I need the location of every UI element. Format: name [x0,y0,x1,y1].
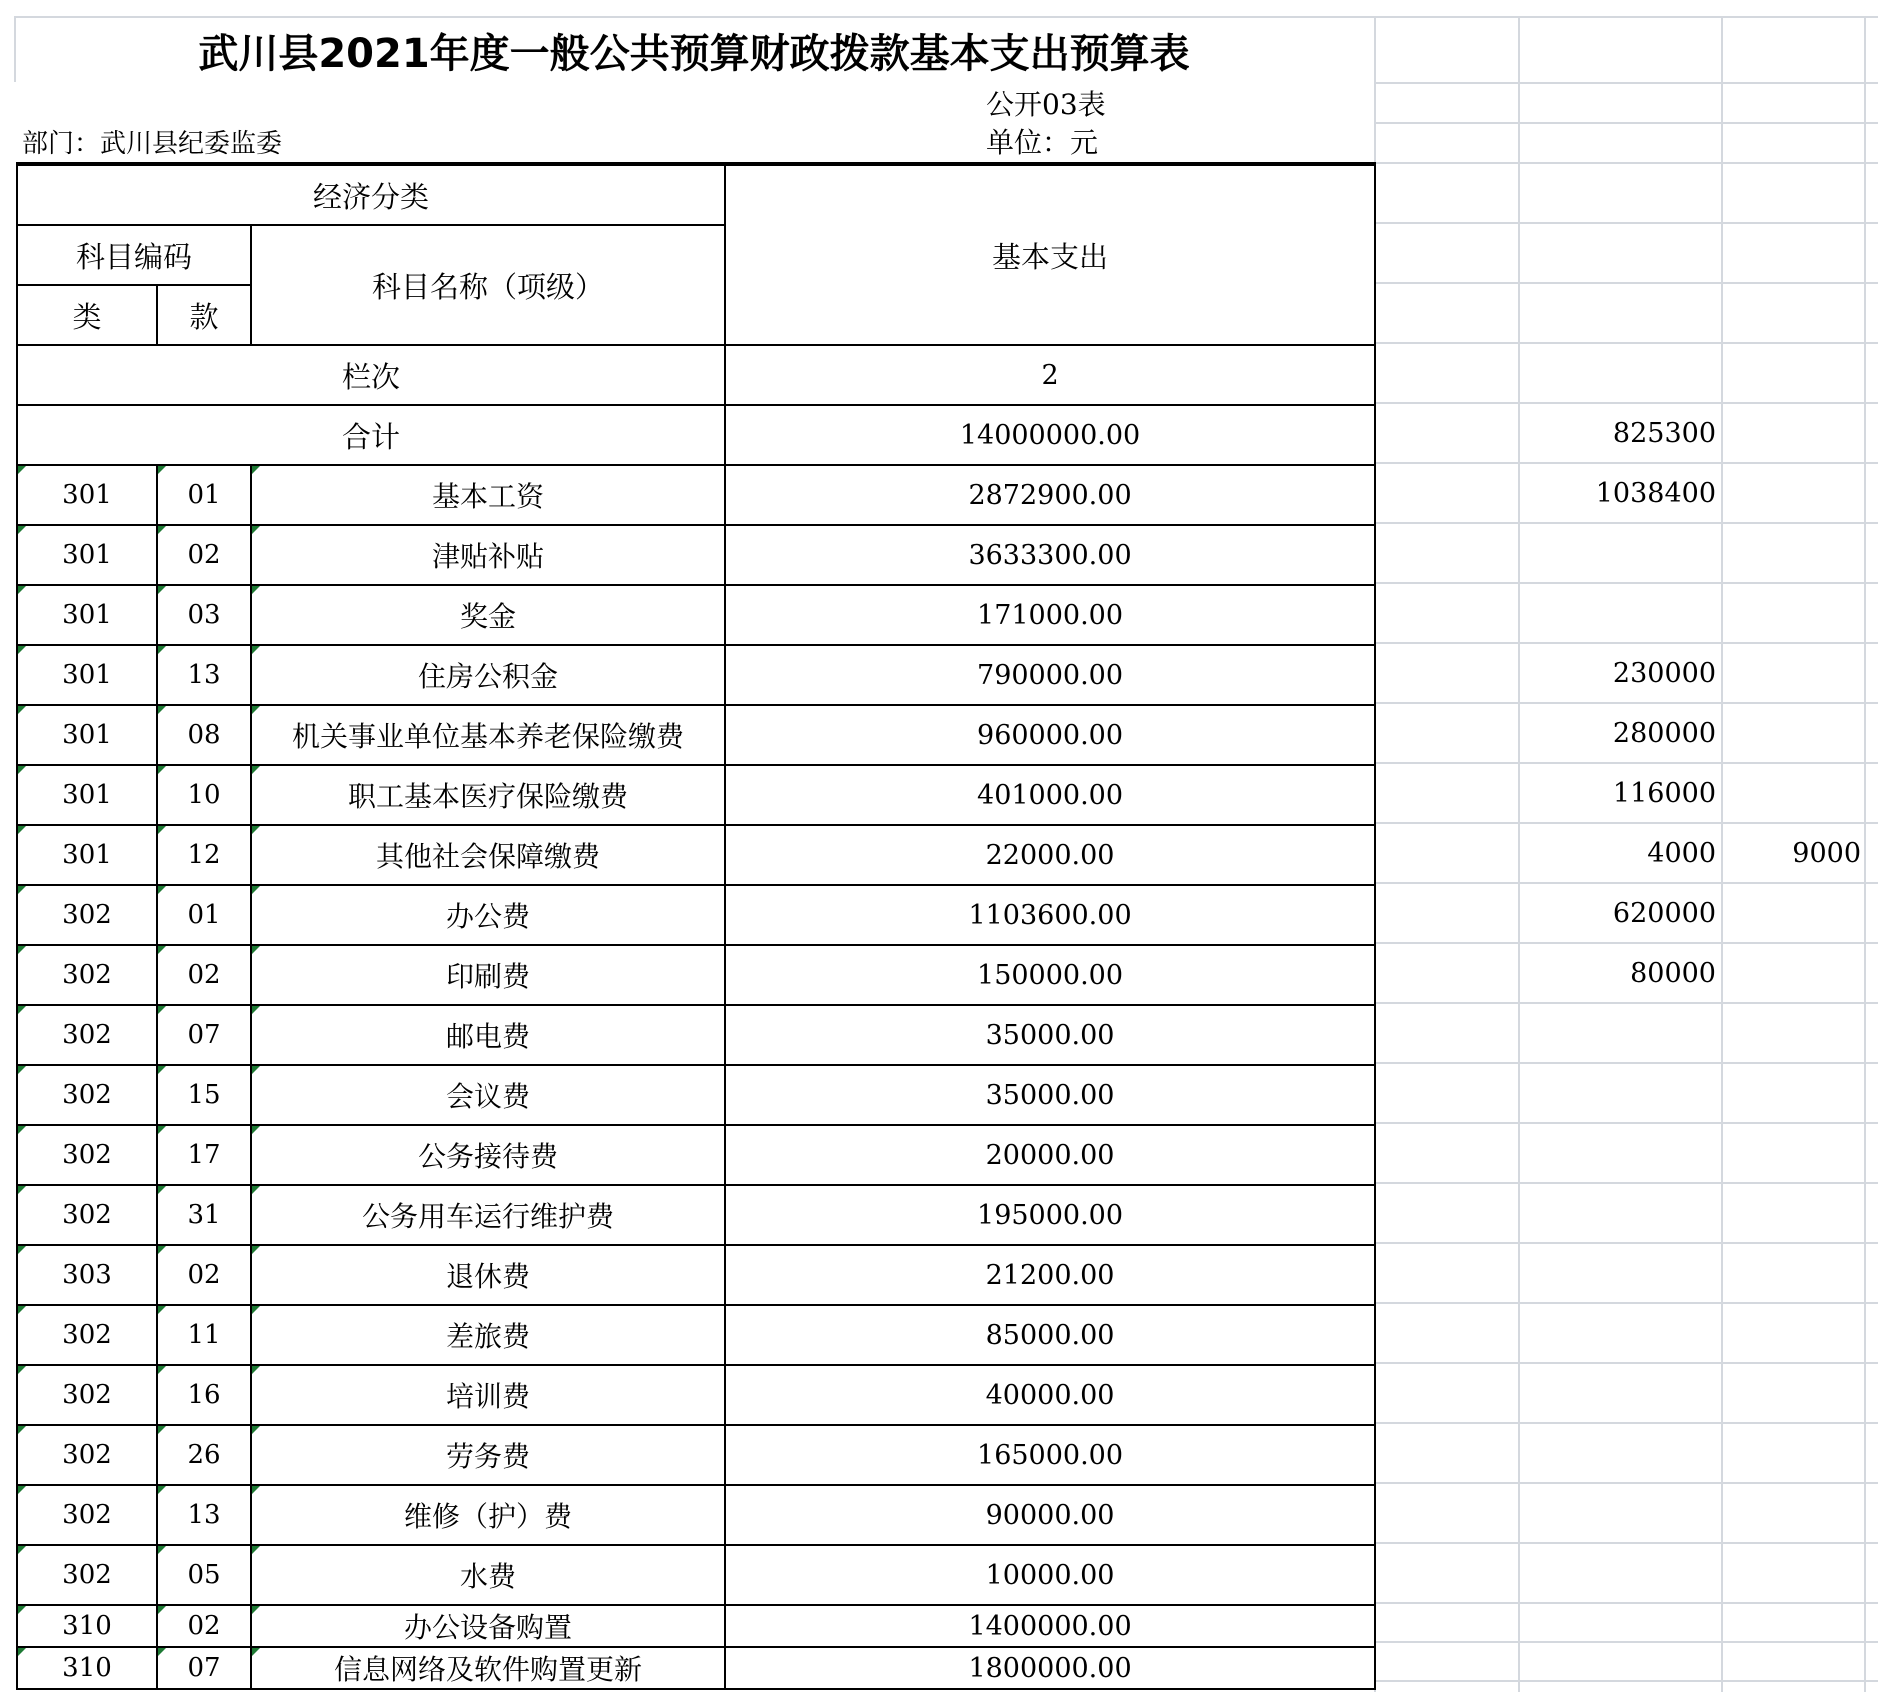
row-category-code: 303 [17,1245,157,1305]
table-row [17,705,1375,765]
grid-row-line [1374,462,1878,464]
row-subject-name: 办公费 [251,885,725,945]
row-item-code: 11 [157,1305,251,1365]
row-subject-name: 会议费 [251,1065,725,1125]
row-subject-name: 其他社会保障缴费 [251,825,725,885]
row-amount: 1800000.00 [725,1647,1375,1689]
row-item-code: 01 [157,885,251,945]
total-row-label: 合计 [17,405,725,465]
table-row [17,1425,1375,1485]
header-subject-name: 科目名称（项级） [251,225,725,345]
row-amount: 10000.00 [725,1545,1375,1605]
grid-row-line [1374,1242,1878,1244]
header-subject-code: 科目编码 [17,225,251,285]
row-category-code: 301 [17,765,157,825]
row-subject-name: 津贴补贴 [251,525,725,585]
form-number: 公开03表 [986,88,1106,121]
side-value: 230000 [1612,658,1716,689]
table-row [17,1305,1375,1365]
row-amount: 22000.00 [725,825,1375,885]
row-amount: 195000.00 [725,1185,1375,1245]
grid-row-line [1374,1062,1878,1064]
table-row [17,525,1375,585]
row-amount: 20000.00 [725,1125,1375,1185]
side-value: 1038400 [1595,478,1716,509]
row-category-code: 301 [17,465,157,525]
row-subject-name: 公务接待费 [251,1125,725,1185]
row-amount: 1103600.00 [725,885,1375,945]
table-row [17,1485,1375,1545]
row-category-code: 302 [17,1485,157,1545]
row-item-code: 02 [157,1245,251,1305]
side-value: 116000 [1612,778,1716,809]
grid-row-line [1374,642,1878,644]
grid-row-line [1374,402,1878,404]
row-item-code: 16 [157,1365,251,1425]
row-subject-name: 印刷费 [251,945,725,1005]
row-amount: 401000.00 [725,765,1375,825]
side-value: 620000 [1612,898,1716,929]
row-item-code: 02 [157,945,251,1005]
table-row [17,465,1375,525]
total-row-value: 14000000.00 [725,405,1375,465]
row-category-code: 310 [17,1647,157,1689]
row-category-code: 302 [17,945,157,1005]
column-row-value: 2 [725,345,1375,405]
row-category-code: 302 [17,885,157,945]
grid-row-line [1374,702,1878,704]
row-item-code: 13 [157,645,251,705]
table-row [17,1365,1375,1425]
row-subject-name: 信息网络及软件购置更新 [251,1647,725,1689]
grid-row-line [1374,1602,1878,1604]
row-item-code: 07 [157,1005,251,1065]
table-row [17,645,1375,705]
header-category: 类 [17,285,157,345]
row-item-code: 03 [157,585,251,645]
table-row [17,1065,1375,1125]
row-item-code: 07 [157,1647,251,1689]
row-subject-name: 公务用车运行维护费 [251,1185,725,1245]
grid-row-line [1374,342,1878,344]
header-economic-class: 经济分类 [17,164,725,225]
row-item-code: 01 [157,465,251,525]
row-category-code: 301 [17,825,157,885]
grid-row-line [1374,282,1878,284]
grid-row-line [1374,222,1878,224]
grid-col-line [1864,16,1866,1692]
row-subject-name: 邮电费 [251,1005,725,1065]
side-value: 9000 [1792,838,1861,869]
row-amount: 35000.00 [725,1005,1375,1065]
side-value: 80000 [1630,958,1716,989]
row-category-code: 302 [17,1365,157,1425]
table-row [17,1605,1375,1647]
grid-row-line [1374,582,1878,584]
row-item-code: 31 [157,1185,251,1245]
row-amount: 40000.00 [725,1365,1375,1425]
row-category-code: 301 [17,585,157,645]
row-item-code: 08 [157,705,251,765]
row-amount: 2872900.00 [725,465,1375,525]
table-row [17,825,1375,885]
grid-row-line [1374,1362,1878,1364]
row-amount: 35000.00 [725,1065,1375,1125]
grid-row-line [1374,1641,1878,1643]
grid-row-line [1374,822,1878,824]
row-category-code: 302 [17,1185,157,1245]
row-subject-name: 退休费 [251,1245,725,1305]
row-amount: 790000.00 [725,645,1375,705]
table-row [17,1545,1375,1605]
grid-row-line [1374,762,1878,764]
row-item-code: 13 [157,1485,251,1545]
table-row [17,945,1375,1005]
table-row [17,885,1375,945]
grid-row-line [1374,82,1878,84]
side-value: 825300 [1612,418,1716,449]
row-item-code: 02 [157,525,251,585]
table-row [17,1005,1375,1065]
budget-table [16,162,1376,1690]
row-amount: 85000.00 [725,1305,1375,1365]
grid-row-line [1374,1422,1878,1424]
row-amount: 150000.00 [725,945,1375,1005]
row-subject-name: 维修（护）费 [251,1485,725,1545]
row-category-code: 301 [17,525,157,585]
header-item: 款 [157,285,251,345]
row-category-code: 301 [17,705,157,765]
table-row [17,1185,1375,1245]
row-item-code: 05 [157,1545,251,1605]
row-amount: 171000.00 [725,585,1375,645]
row-subject-name: 职工基本医疗保险缴费 [251,765,725,825]
column-row-label: 栏次 [17,345,725,405]
grid-row-line [1374,1302,1878,1304]
row-subject-name: 劳务费 [251,1425,725,1485]
table-row [17,1125,1375,1185]
table-row [17,1245,1375,1305]
row-category-code: 302 [17,1065,157,1125]
row-subject-name: 培训费 [251,1365,725,1425]
row-item-code: 12 [157,825,251,885]
side-value: 280000 [1612,718,1716,749]
row-category-code: 302 [17,1545,157,1605]
row-subject-name: 办公设备购置 [251,1605,725,1647]
table-row [17,765,1375,825]
row-item-code: 26 [157,1425,251,1485]
grid-row-line [1374,1002,1878,1004]
table-row [17,1647,1375,1689]
row-subject-name: 机关事业单位基本养老保险缴费 [251,705,725,765]
header-basic-expenditure: 基本支出 [725,164,1375,345]
row-amount: 165000.00 [725,1425,1375,1485]
grid-top-line [14,16,1878,18]
grid-row-line [1374,1182,1878,1184]
grid-row-line [1374,162,1878,164]
row-item-code: 15 [157,1065,251,1125]
row-amount: 90000.00 [725,1485,1375,1545]
grid-row-line [1374,1542,1878,1544]
grid-row-line [1374,522,1878,524]
grid-row-line [1374,882,1878,884]
row-subject-name: 基本工资 [251,465,725,525]
row-amount: 960000.00 [725,705,1375,765]
grid-row-line [1374,942,1878,944]
grid-row-line [1374,1122,1878,1124]
row-item-code: 02 [157,1605,251,1647]
grid-row-line [1374,1680,1878,1682]
row-category-code: 302 [17,1125,157,1185]
row-category-code: 302 [17,1305,157,1365]
row-subject-name: 水费 [251,1545,725,1605]
table-row [17,585,1375,645]
row-item-code: 17 [157,1125,251,1185]
row-item-code: 10 [157,765,251,825]
row-subject-name: 差旅费 [251,1305,725,1365]
row-subject-name: 奖金 [251,585,725,645]
row-category-code: 302 [17,1425,157,1485]
side-value: 4000 [1647,838,1716,869]
row-amount: 1400000.00 [725,1605,1375,1647]
row-category-code: 301 [17,645,157,705]
row-category-code: 310 [17,1605,157,1647]
row-category-code: 302 [17,1005,157,1065]
row-amount: 3633300.00 [725,525,1375,585]
row-subject-name: 住房公积金 [251,645,725,705]
department-label: 部门：武川县纪委监委 [22,129,283,159]
page-title: 武川县2021年度一般公共预算财政拨款基本支出预算表 [198,31,1190,77]
unit-label: 单位：元 [986,126,1099,159]
row-amount: 21200.00 [725,1245,1375,1305]
grid-row-line [1374,1482,1878,1484]
grid-row-line [1374,122,1878,124]
